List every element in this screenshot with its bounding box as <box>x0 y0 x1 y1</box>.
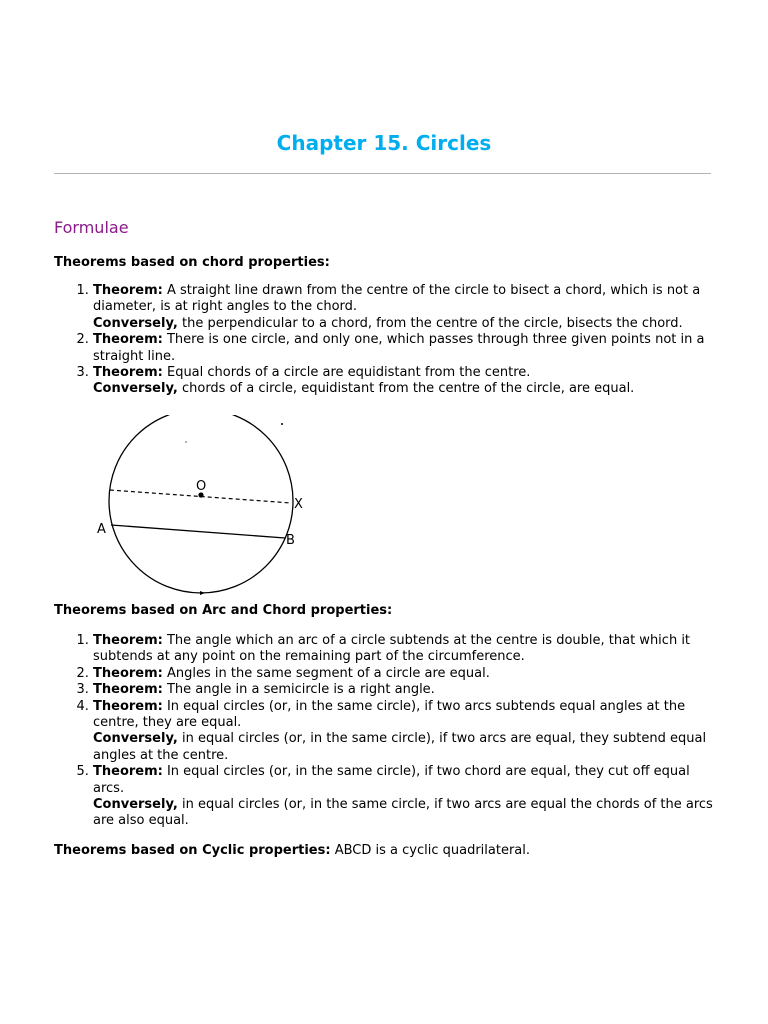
theorem-text: There is one circle, and only one, which passes through three given points not in a straight line. <box>93 332 705 364</box>
cyclic-heading-text: ABCD is a cyclic quadrilateral. <box>330 843 530 858</box>
dot-mark <box>281 423 283 425</box>
list-item <box>93 332 713 365</box>
label-b: B <box>286 533 295 548</box>
arc-chord-properties-heading: Theorems based on Arc and Chord properties: <box>54 603 393 618</box>
theorem-text: Equal chords of a circle are equidistant from the centre. <box>162 365 531 381</box>
arc-theorem-list <box>54 633 713 830</box>
circle-outline <box>109 415 293 593</box>
list-item <box>93 682 713 698</box>
converse-text: chords of a circle, equidistant from the centre of the circle, are equal. <box>177 381 635 397</box>
title-divider <box>54 173 711 174</box>
theorem-label: Theorem: <box>93 682 163 698</box>
converse-text: in equal circles (or, in the same circle), if two arcs are equal, they subtend equal angles at the centre. <box>93 731 707 763</box>
theorem-text: A straight line drawn from the centre of the circle to bisect a chord, which is not a diameter, is at right angles to the chord. <box>93 283 701 315</box>
theorem-label: Theorem: <box>93 283 163 298</box>
theorem-label: Theorem: <box>93 332 163 348</box>
label-a: A <box>97 522 106 537</box>
converse <box>93 797 713 830</box>
chord-theorem-list <box>54 283 713 398</box>
theorem-label: Theorem: <box>93 698 163 714</box>
converse-label: Conversely, <box>93 315 178 331</box>
list-item <box>93 699 713 765</box>
list-item <box>93 666 713 682</box>
label-o: O <box>196 479 207 494</box>
list-item <box>93 764 713 830</box>
cyclic-heading-label: Theorems based on Cyclic properties: <box>54 843 331 858</box>
converse <box>93 316 713 332</box>
converse-label: Conversely, <box>93 731 178 747</box>
list-item <box>93 633 713 666</box>
cyclic-properties-heading <box>54 843 530 859</box>
converse-label: Conversely, <box>93 381 178 397</box>
dot-mark <box>185 441 187 443</box>
chord-properties-heading: Theorems based on chord properties: <box>54 255 330 270</box>
arrow-bottom-icon <box>200 591 205 595</box>
theorem-text: In equal circles (or, in the same circle), if two chord are equal, they cut off equal arcs. <box>93 764 690 796</box>
converse-text: the perpendicular to a chord, from the centre of the circle, bisects the chord. <box>177 315 683 331</box>
theorem-text: The angle in a semicircle is a right angle. <box>162 682 435 698</box>
chapter-title: Chapter 15. Circles <box>276 131 492 155</box>
chord-ab <box>111 525 285 538</box>
theorem-label: Theorem: <box>93 665 163 681</box>
theorem-label: Theorem: <box>93 633 163 648</box>
converse-text: in equal circles (or, in the same circle, if two arcs are equal the chords of the arcs are also equal. <box>93 797 713 829</box>
theorem-text: In equal circles (or, in the same circle), if two arcs subtends equal angles at the centre, they are equal. <box>93 698 686 731</box>
theorem-label: Theorem: <box>93 365 163 381</box>
theorem-text: Angles in the same segment of a circle are equal. <box>162 665 490 681</box>
converse-label: Conversely, <box>93 797 178 813</box>
converse <box>93 381 713 397</box>
section-heading-formulae: Formulae <box>54 218 129 237</box>
list-item <box>93 283 713 332</box>
list-item <box>93 365 713 398</box>
converse <box>93 731 713 764</box>
theorem-label: Theorem: <box>93 764 163 780</box>
label-x: X <box>294 497 303 512</box>
circle-chord-figure <box>90 415 320 595</box>
theorem-text: The angle which an arc of a circle subtends at the centre is double, that which it subtends at any point on the remaining part of the circumference. <box>93 633 691 665</box>
